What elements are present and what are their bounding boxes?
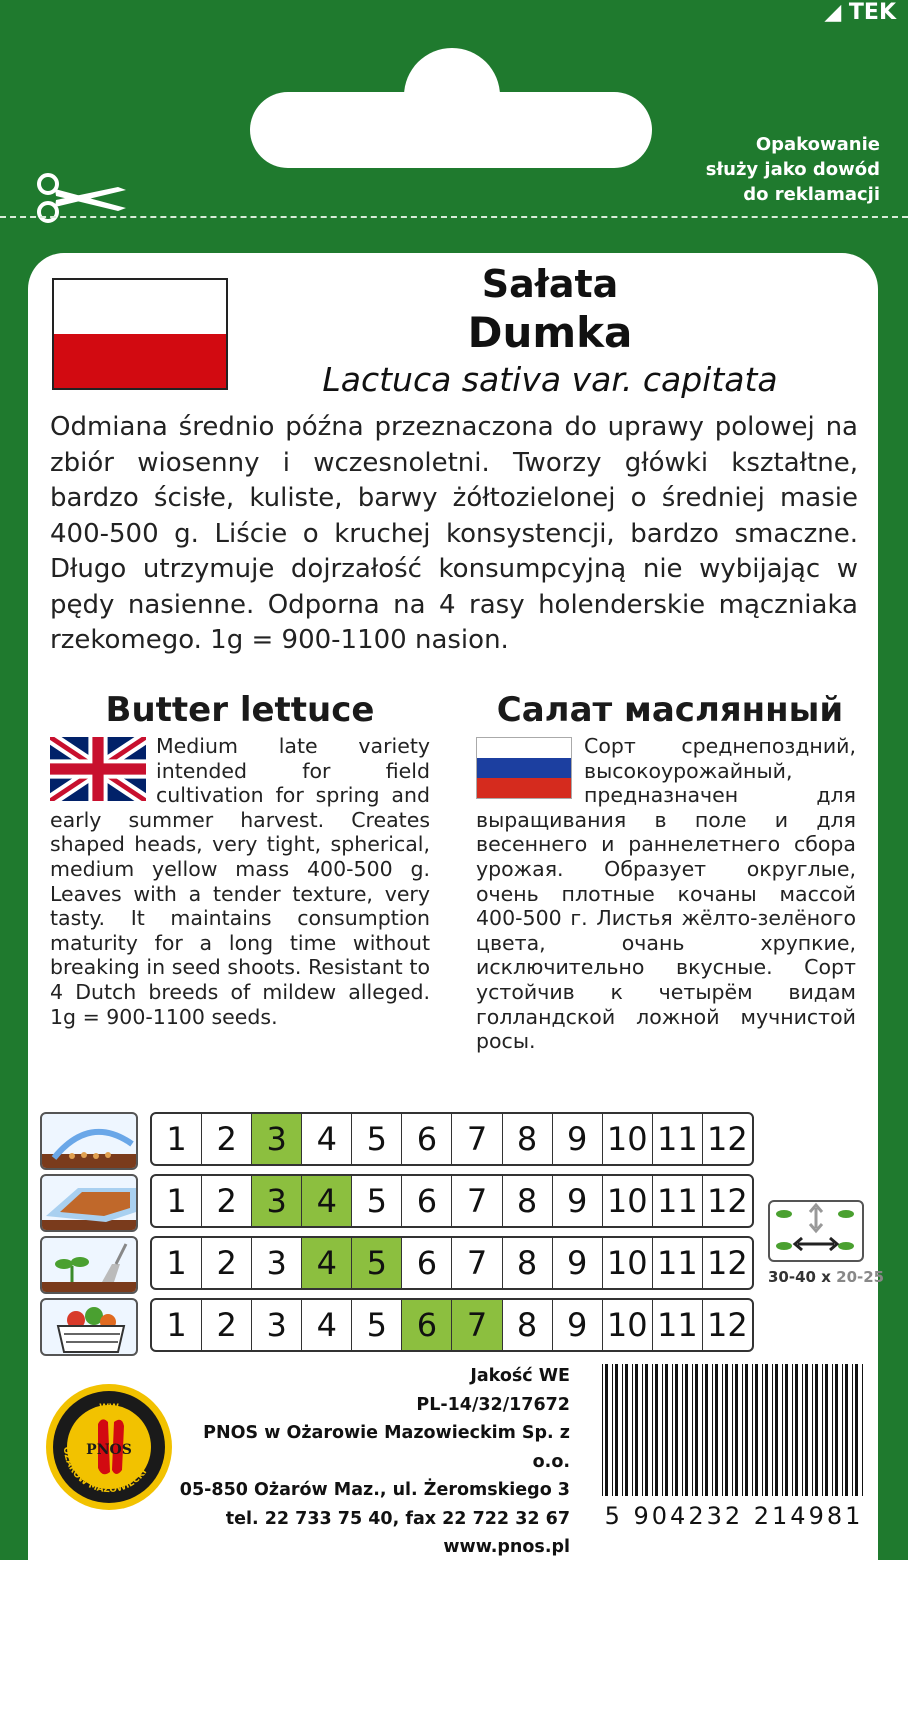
month-cell: 7 <box>452 1238 502 1288</box>
registration-code: PL-14/32/17672 <box>416 1394 570 1415</box>
month-cell: 12 <box>707 1182 748 1220</box>
barcode <box>598 1364 870 1528</box>
month-cell: 3 <box>252 1114 302 1164</box>
month-cell: 1 <box>152 1300 202 1350</box>
month-cell: 10 <box>603 1176 653 1226</box>
month-cell: 4 <box>302 1238 352 1288</box>
month-cell: 8 <box>503 1114 553 1164</box>
month-cell: 5 <box>352 1176 402 1226</box>
month-cell: 7 <box>452 1114 502 1164</box>
description-russian: Сорт среднепоздний, высокоурожайный, предназначен для выращивания в поле и для весеннего и раннелетнего сбора урожая. Образует округлые, очень плотные кочаны массой 400-500 г. Листья жёлто-зелёного цвета, очань хрупкие, исключительно вкусные. Сорт устойчив к четырём видам голландской ложной мучнистой росы. <box>476 734 856 1054</box>
month-cell: 6 <box>402 1238 452 1288</box>
month-cell: 10 <box>603 1238 653 1288</box>
poland-flag-icon <box>52 278 228 390</box>
month-cell: 1 <box>152 1114 202 1164</box>
planting-out-icon <box>40 1236 138 1294</box>
month-cell: 2 <box>202 1176 252 1226</box>
product-name-line2: Dumka <box>467 308 633 357</box>
month-cell: 1 <box>152 1238 202 1288</box>
month-cell: 10 <box>603 1114 653 1164</box>
month-cell: 5 <box>352 1114 402 1164</box>
month-cell: 2 <box>202 1238 252 1288</box>
calendar-row <box>150 1298 754 1352</box>
cut-line <box>0 216 908 218</box>
harvest-basket-icon <box>40 1298 138 1356</box>
description-polish: Odmiana średnio późna przeznaczona do uprawy polowej na zbiór wiosenny i wczesnoletni. Tworzy główki kształtne, bardzo ścisłe, kuliste, barwy żółtozielonej o średniej masie 400-500 g. Liście o kruchej konsystencji, bardzo smaczne. Długo utrzymuje dojrzałość konsumpcyjną nie wybijając w pędy nasienne. Odporna na 4 rasy holenderskie mączniaka rzekomego. 1g = 900-1100 nasion. <box>50 412 858 655</box>
quality-mark: Jakość WE <box>470 1366 570 1386</box>
brand-tag: ◢ TEK <box>824 0 896 25</box>
calendar-row <box>150 1112 754 1166</box>
month-cell: 6 <box>402 1176 452 1226</box>
seed-tray-icon <box>40 1174 138 1232</box>
svg-text:OŻARÓW MAZOWIECKI: OŻARÓW MAZOWIECKI <box>60 1446 150 1496</box>
month-cell: 2 <box>202 1300 252 1350</box>
month-cell: 11 <box>653 1238 703 1288</box>
month-cell: 11 <box>653 1114 703 1164</box>
month-cell: 12 <box>707 1306 748 1344</box>
company-address: 05-850 Ożarów Maz., ul. Żeromskiego 3 <box>179 1480 570 1500</box>
pnos-logo <box>44 1382 174 1512</box>
heading-english: Butter lettuce <box>105 690 375 730</box>
product-name-line1: Sałata <box>481 262 619 306</box>
uk-flag-icon <box>50 737 146 801</box>
month-cell: 7 <box>452 1300 502 1350</box>
month-cell: 4 <box>302 1300 352 1350</box>
month-cell: 12 <box>707 1244 748 1282</box>
month-cell: 10 <box>603 1300 653 1350</box>
month-cell: 1 <box>152 1176 202 1226</box>
month-cell: 7 <box>452 1176 502 1226</box>
barcode-number: 5 904232 214981 <box>604 1502 864 1528</box>
svg-text:PNOS: PNOS <box>86 1442 132 1458</box>
plant-spacing-icon <box>768 1200 864 1262</box>
latin-name: Lactuca sativa var. capitata <box>322 360 778 399</box>
company-website: www.pnos.pl <box>443 1537 570 1557</box>
company-name: PNOS w Ożarowie Mazowieckim Sp. z o.o. <box>203 1423 570 1472</box>
plant-spacing-label: 30-40 x 20-25 <box>768 1268 885 1286</box>
company-phone: tel. 22 733 75 40, fax 22 722 32 67 <box>225 1508 570 1529</box>
month-cell: 4 <box>302 1176 352 1226</box>
month-cell: 4 <box>302 1114 352 1164</box>
month-cell: 2 <box>202 1114 252 1164</box>
month-cell: 9 <box>553 1238 603 1288</box>
calendar-row <box>150 1174 754 1228</box>
month-cell: 5 <box>352 1238 402 1288</box>
month-cell: 6 <box>402 1114 452 1164</box>
month-cell: 8 <box>503 1176 553 1226</box>
month-cell: 12 <box>707 1120 748 1158</box>
heading-russian: Салат маслянный <box>496 690 844 730</box>
month-cell: 5 <box>352 1300 402 1350</box>
month-cell: 8 <box>503 1300 553 1350</box>
leaf-icon: ◢ <box>824 0 849 25</box>
month-cell: 3 <box>252 1300 302 1350</box>
month-cell: 9 <box>553 1300 603 1350</box>
russia-flag-icon <box>476 737 572 799</box>
month-cell: 11 <box>653 1300 703 1350</box>
month-cell: 9 <box>553 1114 603 1164</box>
month-cell: 8 <box>503 1238 553 1288</box>
month-cell: 9 <box>553 1176 603 1226</box>
month-cell: 3 <box>252 1238 302 1288</box>
description-english: Medium late variety intended for field cultivation for spring and early summer harvest. Creates shaped heads, very tight, spherical, medium yellow mass 400-500 g. Leaves with a tender texture, very tasty. It maintains consumption maturity for a long time without breaking in seed shoots. Resistant to 4 Dutch breeds of mildew alleged. 1g = 900-1100 seeds. <box>50 734 430 1029</box>
month-cell: 11 <box>653 1176 703 1226</box>
month-cell: 6 <box>402 1300 452 1350</box>
company-info <box>160 1362 570 1562</box>
claim-note: Opakowanie służy jako dowód do reklamacji <box>705 134 880 205</box>
calendar-row <box>150 1236 754 1290</box>
svg-text:WW: WW <box>99 1403 119 1413</box>
month-cell: 3 <box>252 1176 302 1226</box>
greenhouse-sowing-icon <box>40 1112 138 1170</box>
hang-hole <box>250 92 652 168</box>
scissors-icon <box>34 168 130 228</box>
